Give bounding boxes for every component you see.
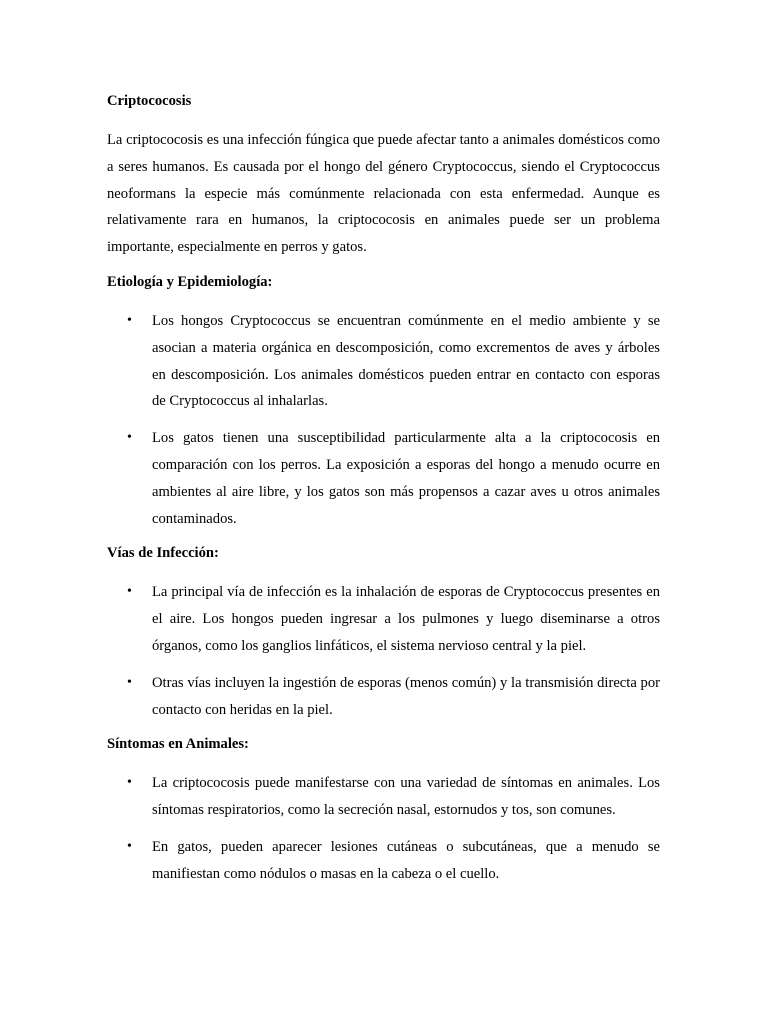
list-item-text: Otras vías incluyen la ingestión de esporas (menos común) y la transmisión directa por contacto con heridas en la piel.	[152, 674, 660, 718]
list-item	[107, 308, 660, 415]
intro-paragraph: La criptococosis es una infección fúngica que puede afectar tanto a animales domésticos como a seres humanos. Es causada por el hongo del género Cryptococcus, siendo el Cryptococcus neoformans la especie más comúnmente relacionada con esta enfermedad. Aunque es relativamente rara en humanos, la criptococosis en animales puede ser un problema importante, especialmente en perros y gatos.	[107, 132, 660, 256]
section-list-vias	[107, 579, 660, 723]
bullet-icon: •	[127, 838, 132, 854]
bullet-icon: •	[127, 584, 132, 600]
list-item-text: Los hongos Cryptococcus se encuentran comúnmente en el medio ambiente y se asocian a materia orgánica en descomposición, como excrementos de aves y árboles en descomposición. Los animales domésticos pueden entrar en contacto con esporas de Cryptococcus al inhalarlas.	[152, 312, 660, 410]
list-item-text: En gatos, pueden aparecer lesiones cutáneas o subcutáneas, que a menudo se manifiestan como nódulos o masas en la cabeza o el cuello.	[152, 838, 660, 882]
section-list-sintomas	[107, 770, 660, 887]
bullet-icon: •	[127, 775, 132, 791]
list-item	[107, 834, 660, 888]
list-item-text: La principal vía de infección es la inhalación de esporas de Cryptococcus presentes en el aire. Los hongos pueden ingresar a los pulmones y luego diseminarse a otros órganos, como los ganglios linfáticos, el sistema nervioso central y la piel.	[152, 584, 660, 654]
list-item-text: La criptococosis puede manifestarse con una variedad de síntomas en animales. Los síntomas respiratorios, como la secreción nasal, estornudos y tos, son comunes.	[152, 775, 660, 819]
document-title: Criptococosis	[107, 93, 192, 109]
list-item	[107, 579, 660, 659]
section-heading-vias: Vías de Infección:	[107, 545, 219, 562]
bullet-icon: •	[127, 674, 132, 690]
list-item-text: Los gatos tienen una susceptibilidad particularmente alta a la criptococosis en comparación con los perros. La exposición a esporas del hongo a menudo ocurre en ambientes al aire libre, y los gatos son más propensos a cazar aves u otros animales contaminados.	[152, 430, 660, 527]
section-list-etiologia	[107, 308, 660, 532]
list-item	[107, 770, 660, 824]
section-heading-sintomas: Síntomas en Animales:	[107, 736, 249, 753]
list-item	[107, 670, 660, 724]
bullet-icon: •	[127, 430, 132, 446]
list-item	[107, 425, 660, 532]
document-page	[107, 90, 660, 898]
section-heading-etiologia: Etiología y Epidemiología:	[107, 273, 273, 290]
bullet-icon: •	[127, 312, 132, 328]
